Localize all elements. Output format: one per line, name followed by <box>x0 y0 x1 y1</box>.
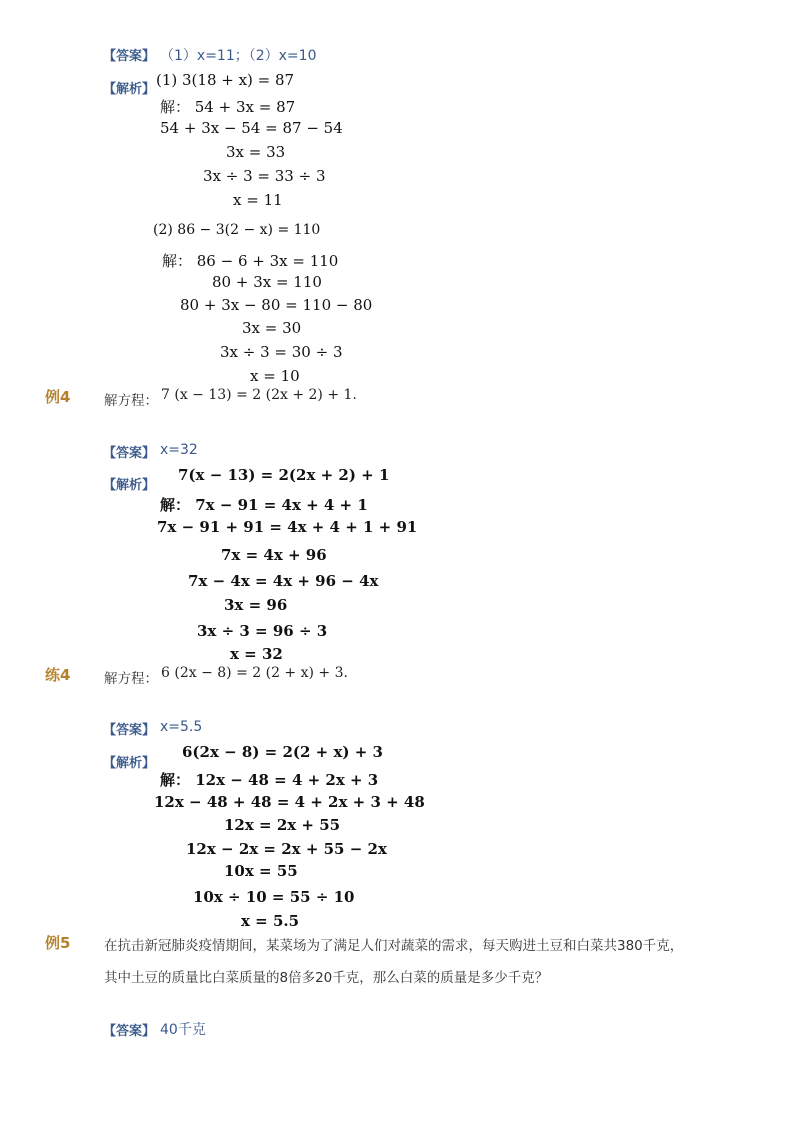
answer-value: x=5.5 <box>160 719 203 735</box>
solution-step: 3x ÷ 3 = 96 ÷ 3 <box>197 622 328 640</box>
solution-step: 3x ÷ 3 = 30 ÷ 3 <box>220 343 343 361</box>
practice-label: 练4 <box>45 666 71 684</box>
solution-step: 解： 12x − 48 = 4 + 2x + 3 <box>160 771 379 789</box>
solution-step: x = 5.5 <box>241 912 300 930</box>
analysis-label: 【解析】 <box>103 82 156 97</box>
solution-step: x = 10 <box>250 367 300 385</box>
question-text-line: 在抗击新冠肺炎疫情期间，某菜场为了满足人们对蔬菜的需求，每天购进土豆和白菜共380千克， <box>104 938 684 954</box>
solution-step: 解： 54 + 3x = 87 <box>160 98 296 116</box>
equation-heading: (2) 86 − 3(2 − x) = 110 <box>153 222 321 238</box>
analysis-label: 【解析】 <box>103 478 156 493</box>
equation-heading: 6(2x − 8) = 2(2 + x) + 3 <box>182 743 383 761</box>
answer-value: 40千克 <box>160 1022 206 1038</box>
answer-label: 【答案】 <box>103 1024 156 1039</box>
question-prompt: 解方程： <box>104 393 158 409</box>
question-equation: 7 (x − 13) = 2 (2x + 2) + 1. <box>161 387 357 403</box>
solution-step: 12x − 2x = 2x + 55 − 2x <box>186 840 387 858</box>
solution-step: 3x = 33 <box>226 143 286 161</box>
solution-step: 7x − 91 + 91 = 4x + 4 + 1 + 91 <box>157 518 418 536</box>
solution-step: x = 32 <box>230 645 283 663</box>
analysis-label: 【解析】 <box>103 756 156 771</box>
question-prompt: 解方程： <box>104 671 158 687</box>
solution-step: 解： 86 − 6 + 3x = 110 <box>162 252 339 270</box>
equation-heading: 7(x − 13) = 2(2x + 2) + 1 <box>178 466 390 484</box>
solution-step: x = 11 <box>233 191 283 209</box>
solution-step: 80 + 3x = 110 <box>212 273 322 291</box>
answer-value: （1）x=11；（2）x=10 <box>160 48 317 64</box>
example-label: 例4 <box>45 388 71 406</box>
solution-step: 54 + 3x − 54 = 87 − 54 <box>160 119 343 137</box>
solution-step: 7x − 4x = 4x + 96 − 4x <box>188 572 379 590</box>
solution-step: 3x = 30 <box>242 319 302 337</box>
answer-label: 【答案】 <box>103 723 156 738</box>
solution-step: 12x − 48 + 48 = 4 + 2x + 3 + 48 <box>154 793 425 811</box>
equation-heading: (1) 3(18 + x) = 87 <box>156 71 295 89</box>
answer-label: 【答案】 <box>103 446 156 461</box>
solution-step: 80 + 3x − 80 = 110 − 80 <box>180 296 373 314</box>
solution-step: 3x = 96 <box>224 596 288 614</box>
question-equation: 6 (2x − 8) = 2 (2 + x) + 3. <box>161 665 348 681</box>
solution-step: 7x = 4x + 96 <box>221 546 327 564</box>
solution-step: 3x ÷ 3 = 33 ÷ 3 <box>203 167 326 185</box>
answer-label: 【答案】 <box>103 49 156 64</box>
solution-step: 10x = 55 <box>224 862 298 880</box>
solution-step: 12x = 2x + 55 <box>224 816 341 834</box>
question-text-line: 其中土豆的质量比白菜质量的8倍多20千克，那么白菜的质量是多少千克？ <box>104 970 549 986</box>
answer-value: x=32 <box>160 442 198 458</box>
solution-step: 10x ÷ 10 = 55 ÷ 10 <box>193 888 355 906</box>
example-label: 例5 <box>45 934 71 952</box>
solution-step: 解： 7x − 91 = 4x + 4 + 1 <box>160 496 368 514</box>
